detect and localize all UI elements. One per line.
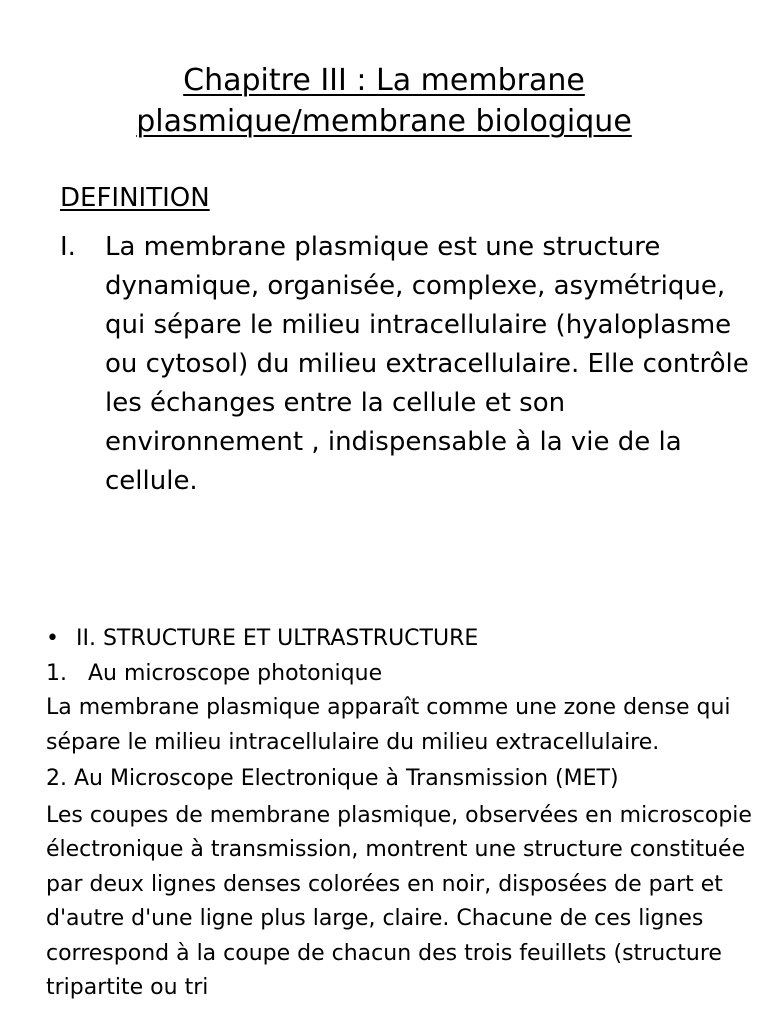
point-text: La membrane plasmique est une structure dynamique, organisée, complexe, asymétrique, qui sépare le milieu intracellulaire (hyaloplasme ou cytosol) du milieu extracellulaire. Elle contrôle les échanges entre la cellule et son environnement , indispensable à la vie de la cellule.: [105, 232, 749, 496]
point-number: I.: [60, 232, 76, 262]
title-line-2: plasmique/membrane biologique: [136, 104, 632, 139]
section-heading-line: [46, 622, 758, 657]
bullet-icon: •: [46, 626, 59, 651]
definition-heading: DEFINITION: [60, 183, 210, 213]
subsection-1-label: Au microscope photonique: [88, 660, 383, 686]
subsection-2-text: Les coupes de membrane plasmique, observées en microscopie électronique à transmission, montrent une structure constituée par deux lignes denses colorées en noir, disposées de part et d'autre d'une ligne plus large, claire. Chacune de ces lignes correspond à la coupe de chacun des trois feuillets (structure tripartite ou tri: [46, 802, 752, 1000]
definition-point: [60, 228, 750, 501]
subsection-2-heading: 2. Au Microscope Electronique à Transmission (MET): [46, 766, 619, 791]
title-line-1: Chapitre III : La membrane: [183, 63, 585, 98]
subsection-1-number: 1.: [46, 660, 67, 686]
structure-section: [46, 622, 758, 1008]
section-heading: II. STRUCTURE ET ULTRASTRUCTURE: [76, 626, 479, 651]
page-title: [60, 60, 708, 142]
subsection-1-text: La membrane plasmique apparaît comme une zone dense qui sépare le milieu intracellulaire du milieu extracellulaire.: [46, 695, 731, 755]
subsection-1-heading: [46, 657, 758, 692]
